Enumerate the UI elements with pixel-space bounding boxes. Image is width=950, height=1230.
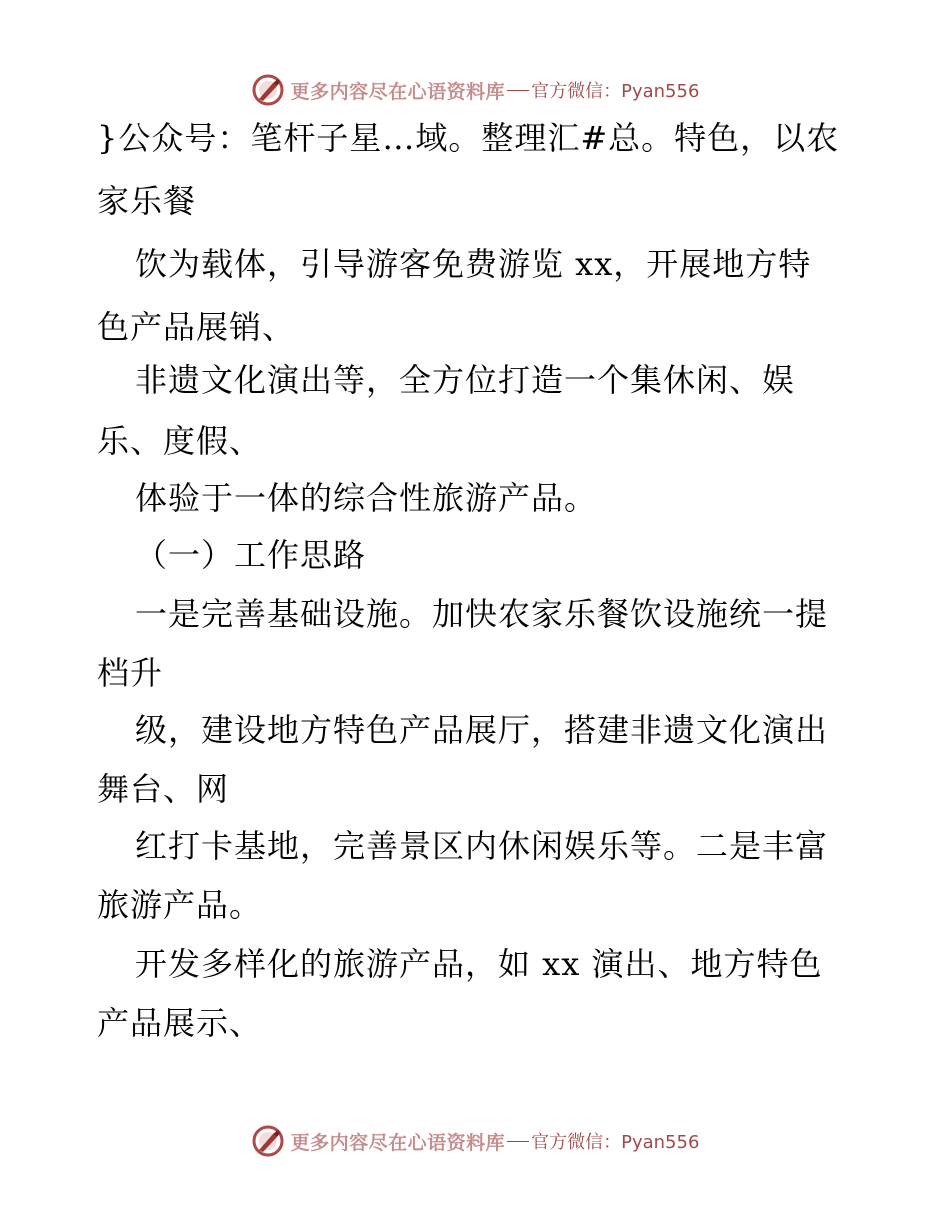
text-line: 红打卡基地，完善景区内休闲娱乐等。二是丰富 (135, 827, 829, 865)
watermark-main-text: 更多内容尽在心语资料库 (290, 1131, 506, 1154)
watermark-sub-text: 官方微信：Pyan556 (531, 1132, 700, 1153)
text-line: 舞台、网 (97, 770, 230, 808)
watermark-dash (507, 1141, 529, 1142)
section-heading: （一）工作思路 (135, 536, 367, 574)
text-line: 级，建设地方特色产品展厅，搭建非遗文化演出 (135, 711, 829, 749)
text-line: 档升 (97, 654, 164, 692)
pen-seal-icon (251, 73, 285, 107)
watermark-dash (507, 90, 529, 91)
text-line: 饮为载体，引导游客免费游览 xx，开展地方特 (135, 245, 812, 283)
text-line: 开发多样化的旅游产品，如 xx 演出、地方特色 (135, 945, 823, 983)
header-watermark (0, 70, 950, 110)
footer-watermark (0, 1121, 950, 1161)
text-line: 产品展示、 (97, 1004, 263, 1042)
text-line: 旅游产品。 (97, 886, 263, 924)
text-line: 乐、度假、 (97, 422, 263, 460)
text-line: 家乐餐 (97, 182, 197, 220)
watermark-main-text: 更多内容尽在心语资料库 (290, 80, 506, 103)
text-line: }公众号：笔杆子星…域。整理汇#总。特色，以农 (97, 119, 840, 157)
text-line: 色产品展销、 (97, 308, 296, 346)
watermark-sub-text: 官方微信：Pyan556 (531, 81, 700, 102)
pen-seal-icon (251, 1124, 285, 1158)
text-line: 一是完善基础设施。加快农家乐餐饮设施统一提 (135, 595, 829, 633)
text-line: 体验于一体的综合性旅游产品。 (135, 479, 598, 517)
text-line: 非遗文化演出等，全方位打造一个集休闲、娱 (135, 361, 796, 399)
